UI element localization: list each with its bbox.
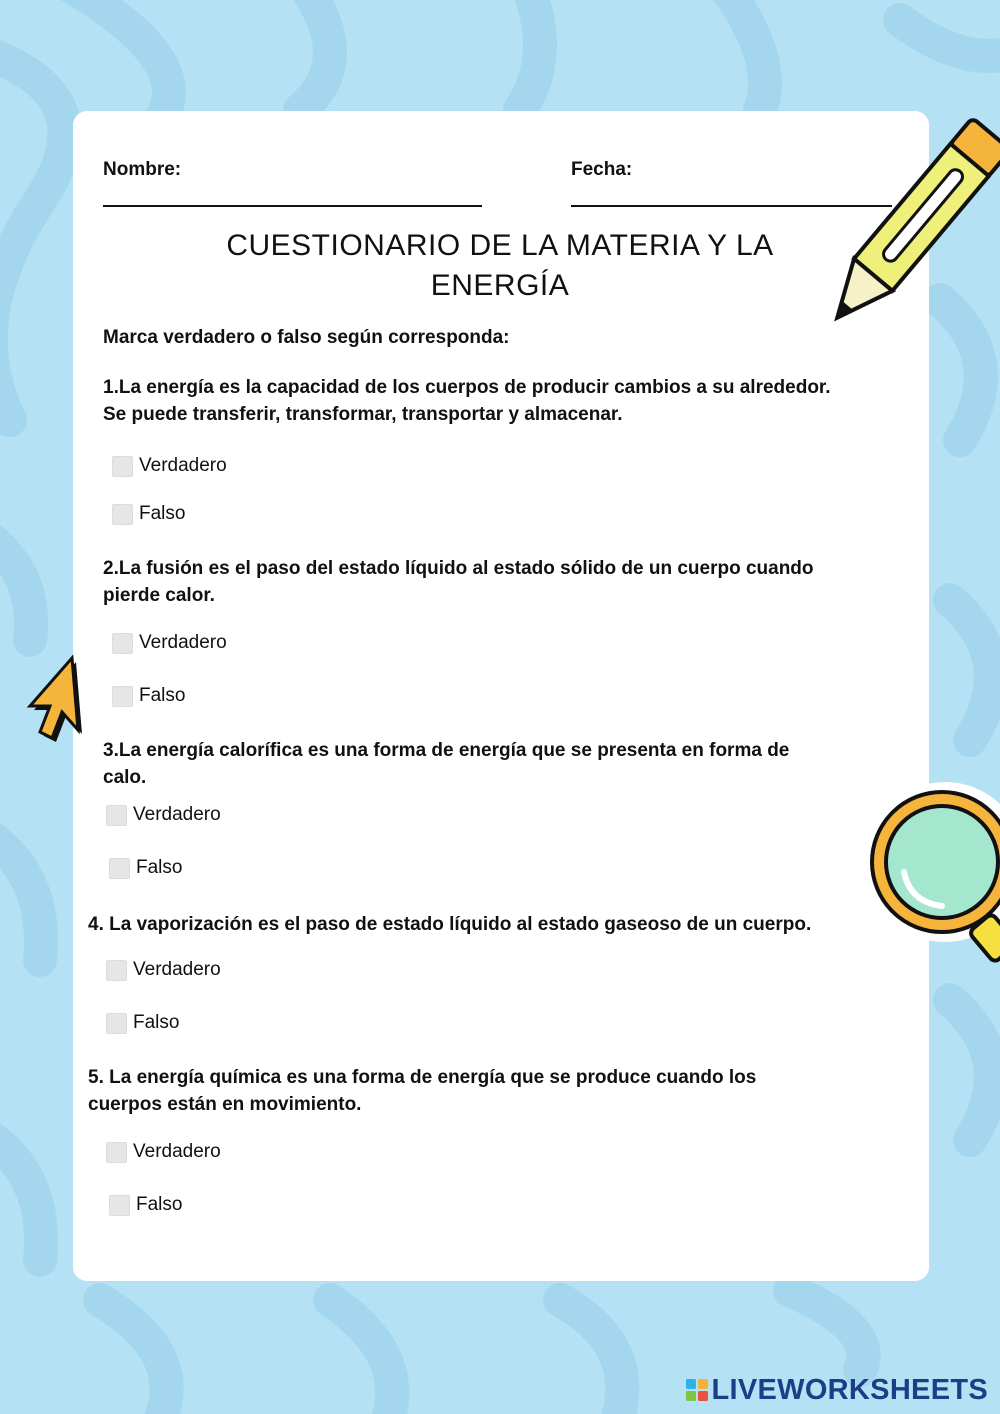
question-1-line-1: 1.La energía es la capacidad de los cuerpos de producir cambios a su alrededor. xyxy=(103,377,831,398)
checkbox[interactable] xyxy=(106,805,127,826)
option-label: Falso xyxy=(133,1012,180,1033)
option-label: Falso xyxy=(136,857,183,878)
checkbox[interactable] xyxy=(106,960,127,981)
question-5-line-1: 5. La energía química es una forma de energía que se produce cuando los xyxy=(88,1067,757,1088)
question-3-option-false[interactable] xyxy=(109,857,182,879)
question-2-option-false[interactable] xyxy=(112,685,185,707)
name-label: Nombre: xyxy=(103,159,182,180)
question-1-line-2: Se puede transferir, transformar, transportar y almacenar. xyxy=(103,404,623,425)
question-4-line-1: 4. La vaporización es el paso de estado líquido al estado gaseoso de un cuerpo. xyxy=(88,914,812,935)
question-1-option-false[interactable] xyxy=(112,503,185,525)
question-3-line-2: calo. xyxy=(103,767,147,788)
option-label: Verdadero xyxy=(133,959,221,980)
question-2-line-1: 2.La fusión es el paso del estado líquido al estado sólido de un cuerpo cuando xyxy=(103,558,814,579)
pencil-icon xyxy=(830,110,1000,340)
checkbox[interactable] xyxy=(112,686,133,707)
option-label: Falso xyxy=(136,1194,183,1215)
checkbox[interactable] xyxy=(112,504,133,525)
option-label: Falso xyxy=(139,503,186,524)
question-5-option-true[interactable] xyxy=(106,1141,221,1163)
liveworksheets-logo-icon xyxy=(686,1379,708,1401)
magnifying-glass-icon xyxy=(860,780,1000,970)
page-title-line-2: ENERGÍA xyxy=(430,269,570,302)
question-5-line-2: cuerpos están en movimiento. xyxy=(88,1094,362,1115)
checkbox[interactable] xyxy=(106,1142,127,1163)
question-4-option-true[interactable] xyxy=(106,959,221,981)
question-3-line-1: 3.La energía calorífica es una forma de energía que se presenta en forma de xyxy=(103,740,790,761)
question-2-option-true[interactable] xyxy=(112,632,227,654)
checkbox[interactable] xyxy=(112,633,133,654)
checkbox[interactable] xyxy=(112,456,133,477)
brand-text: LIVEWORKSHEETS xyxy=(711,1373,988,1406)
checkbox[interactable] xyxy=(109,858,130,879)
option-label: Verdadero xyxy=(133,1141,221,1162)
liveworksheets-brand[interactable] xyxy=(686,1370,989,1410)
option-label: Verdadero xyxy=(139,455,227,476)
page-title-line-1: CUESTIONARIO DE LA MATERIA Y LA xyxy=(226,229,774,262)
option-label: Verdadero xyxy=(139,632,227,653)
checkbox[interactable] xyxy=(109,1195,130,1216)
question-1-option-true[interactable] xyxy=(112,455,227,477)
question-4-option-false[interactable] xyxy=(106,1012,179,1034)
option-label: Falso xyxy=(139,685,186,706)
date-label: Fecha: xyxy=(571,159,633,180)
question-2-line-2: pierde calor. xyxy=(103,585,215,606)
instruction-text: Marca verdadero o falso según corresponda: xyxy=(103,327,510,348)
question-3-option-true[interactable] xyxy=(106,804,221,826)
cursor-arrow-icon xyxy=(26,652,88,744)
question-5-option-false[interactable] xyxy=(109,1194,182,1216)
checkbox[interactable] xyxy=(106,1013,127,1034)
name-line[interactable] xyxy=(103,205,482,207)
option-label: Verdadero xyxy=(133,804,221,825)
